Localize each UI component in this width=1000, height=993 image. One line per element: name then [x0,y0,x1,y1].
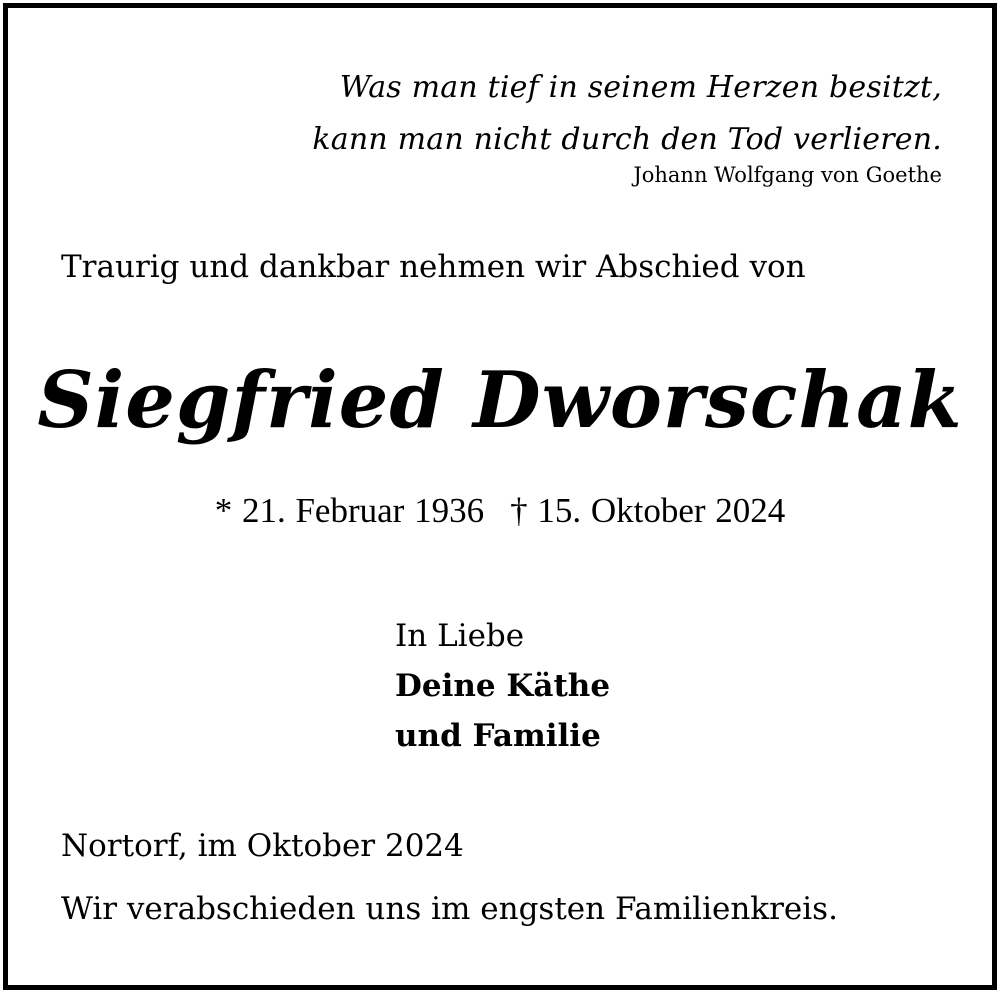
signoff [395,611,610,761]
signoff-line-3: und Familie [395,718,601,754]
place-date: Nortorf, im Oktober 2024 [61,828,464,864]
signoff-line-2: Deine Käthe [395,668,611,704]
intro-text: Traurig und dankbar nehmen wir Abschied von [61,249,806,285]
life-dates [0,491,1000,531]
quote-line-1: Was man tief in seinem Herzen besitzt, [339,70,942,105]
deceased-name: Siegfried Dworschak [37,355,963,446]
birth-date: * 21. Februar 1936 [214,491,485,530]
signoff-line-1: In Liebe [395,618,525,654]
quote [312,62,942,166]
quote-author: Johann Wolfgang von Goethe [633,163,942,187]
quote-line-2: kann man nicht durch den Tod verlieren. [312,122,942,157]
farewell-note: Wir verabschieden uns im engsten Familienkreis. [61,891,838,927]
death-date: † 15. Oktober 2024 [510,491,786,530]
